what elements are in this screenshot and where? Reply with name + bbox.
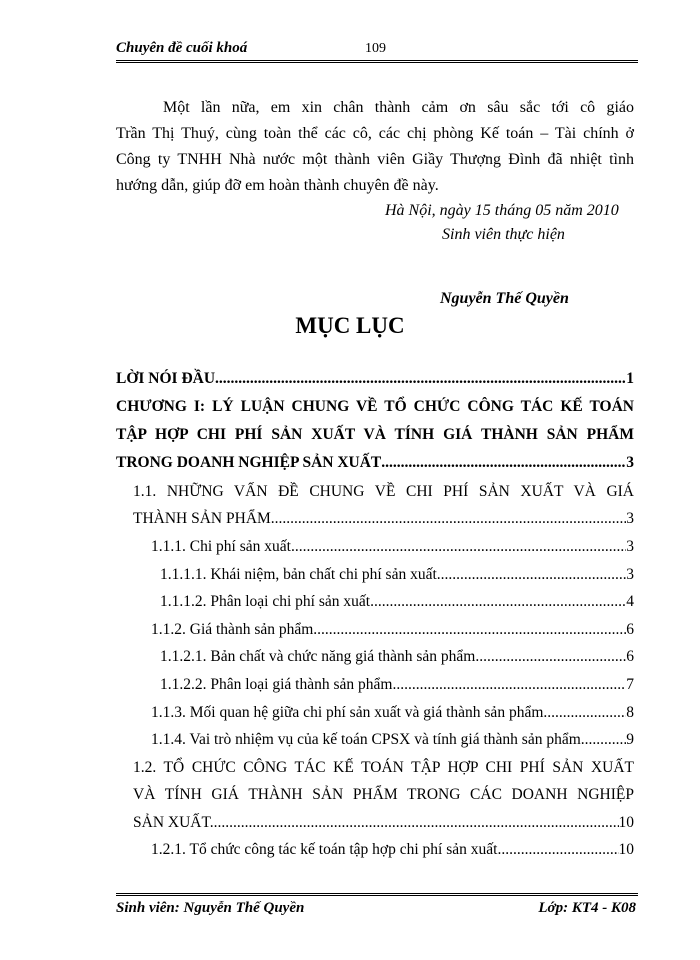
ack-line-1: Một lần nữa, em xin chân thành cảm ơn sâu sắc tới cô giáo <box>163 99 634 116</box>
toc-s1-1-2 <box>151 621 634 639</box>
role-line: Sinh viên thực hiện <box>442 226 565 243</box>
toc-s1-2-line2: VÀ TÍNH GIÁ THÀNH SẢN PHẨM TRONG CÁC DOANH NGHIỆP <box>133 786 634 803</box>
toc-page: 3 <box>626 566 634 583</box>
toc-text: 1.1.3. Mối quan hệ giữa chi phí sản xuất và giá thành sản phẩm <box>151 704 544 721</box>
toc-page: 10 <box>618 841 634 858</box>
toc-s1-1-2-2 <box>160 676 634 694</box>
ack-line-4: hướng dẫn, giúp đỡ em hoàn thành chuyên đề này. <box>116 177 439 194</box>
toc-s1-1-line1: 1.1. NHỮNG VẤN ĐỀ CHUNG VỀ CHI PHÍ SẢN XUẤT VÀ GIÁ <box>133 483 634 500</box>
toc-chuong1-line1: CHƯƠNG I: LÝ LUẬN CHUNG VỀ TỔ CHỨC CÔNG TÁC KẾ TOÁN <box>116 398 634 415</box>
toc-s1-1-1-1 <box>160 566 634 584</box>
toc-text: 1.1.4. Vai trò nhiệm vụ của kế toán CPSX và tính giá thành sản phẩm <box>151 731 581 748</box>
toc-chuong1-line2: TẬP HỢP CHI PHÍ SẢN XUẤT VÀ TÍNH GIÁ THÀNH SẢN PHẨM <box>116 426 634 443</box>
toc-text: THÀNH SẢN PHẨM <box>133 510 271 527</box>
footer-class: Lớp: KT4 - K08 <box>538 900 636 916</box>
toc-page: 8 <box>626 704 634 721</box>
toc-page: 6 <box>626 648 634 665</box>
toc-page: 3 <box>626 510 634 527</box>
toc-s1-1-line2 <box>133 510 634 528</box>
toc-text: 1.1.1.1. Khái niệm, bản chất chi phí sản xuất <box>160 566 437 583</box>
toc-s1-1-3 <box>151 704 634 722</box>
toc-page: 9 <box>626 731 634 748</box>
toc-text: 1.1.1. Chi phí sản xuất <box>151 538 291 555</box>
toc-text: 1.1.2.1. Bản chất và chức năng giá thành sản phẩm <box>160 648 476 665</box>
toc-s1-2-1 <box>151 841 634 859</box>
toc-s1-1-4 <box>151 731 634 749</box>
header-title: Chuyên đề cuối khoá <box>116 40 248 56</box>
ack-line-2: Trần Thị Thuý, cùng toàn thể các cô, các chị phòng Kế toán – Tài chính ở <box>116 125 634 142</box>
toc-page: 3 <box>626 454 634 471</box>
toc-page: 1 <box>626 370 634 387</box>
toc-page: 3 <box>626 538 634 555</box>
toc-loi-noi-dau <box>116 370 634 388</box>
toc-text: 1.1.1.2. Phân loại chi phí sản xuất <box>160 593 371 610</box>
toc-page: 10 <box>618 814 634 831</box>
acknowledgement-paragraph <box>116 95 634 199</box>
ack-line-3: Công ty TNHH Nhà nước một thành viên Giầy Thượng Đình đã nhiệt tình <box>116 151 634 168</box>
date-line: Hà Nội, ngày 15 tháng 05 năm 2010 <box>385 202 619 219</box>
toc-text: SẢN XUẤT. <box>133 814 214 831</box>
author-name: Nguyễn Thế Quyền <box>440 290 569 307</box>
toc-s1-1-1 <box>151 538 634 556</box>
toc-s1-1-1-2 <box>160 593 634 611</box>
footer-student: Sinh viên: Nguyễn Thế Quyền <box>116 900 305 916</box>
toc-text: TRONG DOANH NGHIỆP SẢN XUẤT <box>116 454 382 471</box>
toc-text: LỜI NÓI ĐẦU <box>116 370 216 387</box>
footer-rule <box>116 893 638 894</box>
toc-page: 6 <box>626 621 634 638</box>
header-rule-2 <box>116 62 638 63</box>
toc-page: 4 <box>626 593 634 610</box>
toc-s1-2-line3 <box>133 814 634 832</box>
toc-page: 7 <box>626 676 634 693</box>
page-number: 109 <box>365 41 386 56</box>
footer-rule-2 <box>116 895 638 896</box>
toc-text: 1.1.2.2. Phân loại giá thành sản phẩm <box>160 676 393 693</box>
header-rule <box>116 60 638 61</box>
toc-title: MỤC LỤC <box>295 313 405 338</box>
toc-text: 1.2.1. Tổ chức công tác kế toán tập hợp chi phí sản xuất <box>151 841 498 858</box>
toc-text: 1.1.2. Giá thành sản phẩm <box>151 621 314 638</box>
toc-chuong1-line3 <box>116 454 634 472</box>
toc-s1-2-line1: 1.2. TỔ CHỨC CÔNG TÁC KẾ TOÁN TẬP HỢP CHI PHÍ SẢN XUẤT <box>133 759 634 776</box>
toc-s1-1-2-1 <box>160 648 634 666</box>
